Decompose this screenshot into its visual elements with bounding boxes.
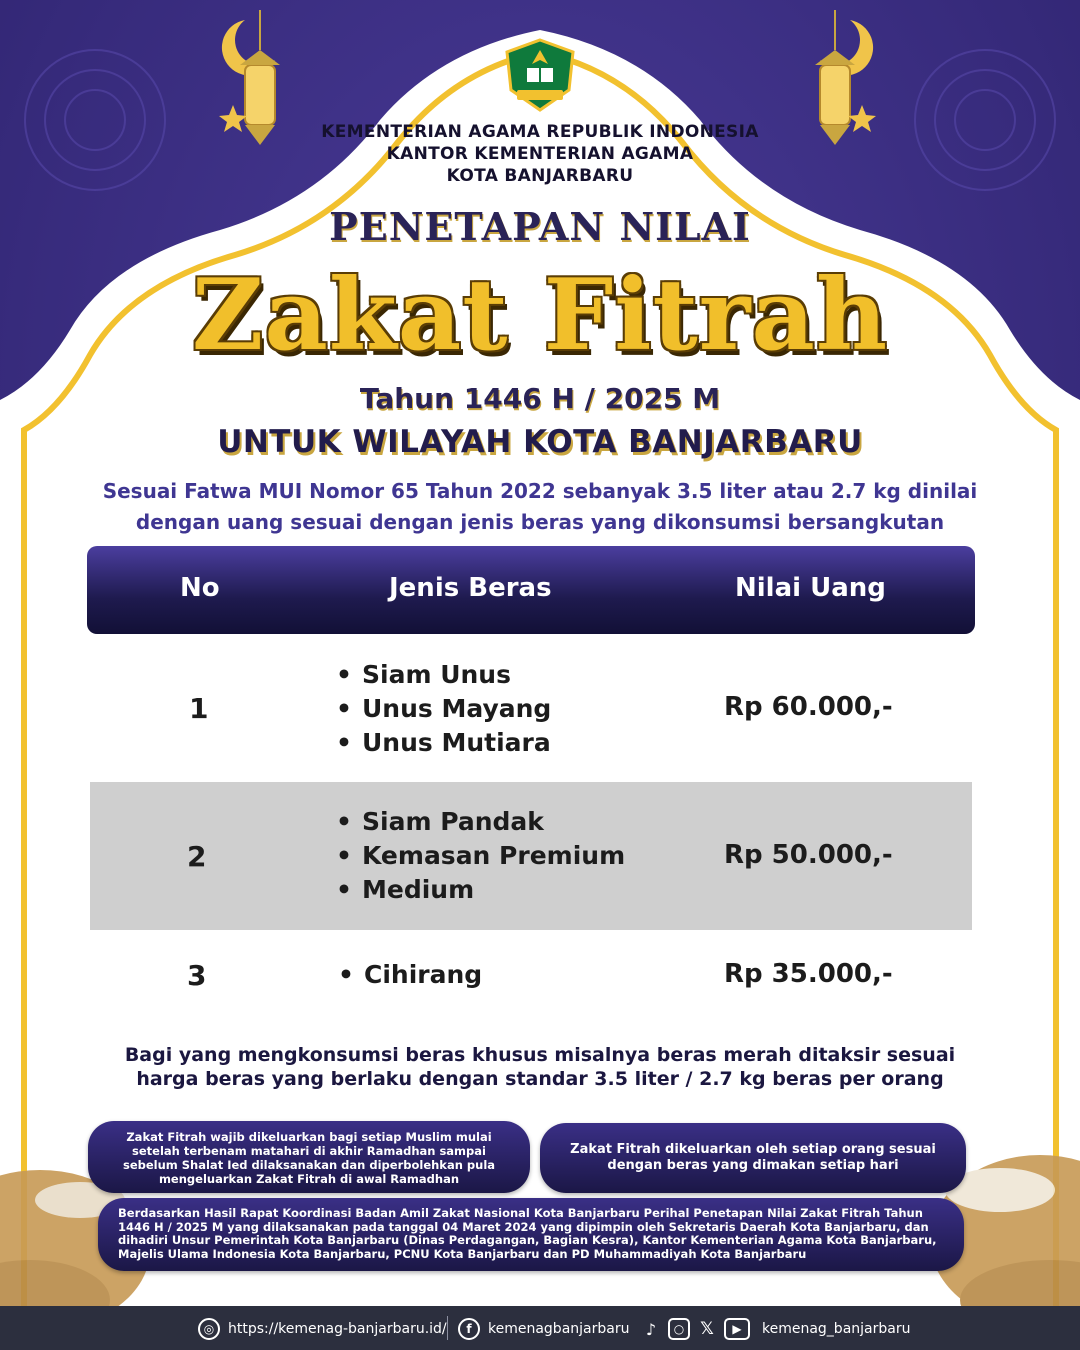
- subtitle-line-1: Sesuai Fatwa MUI Nomor 65 Tahun 2022 sebanyak 3.5 liter atau 2.7 kg dinilai: [102, 479, 978, 503]
- list-item: • Unus Mutiara: [336, 726, 551, 760]
- rice-list: [336, 658, 551, 760]
- info-timing: Zakat Fitrah wajib dikeluarkan bagi setiap Muslim mulai setelah terbenam matahari di akhir Ramadhan sampai sebelum Shalat Ied dilaksanakan dan diperbolehkan pula mengeluarkan Zakat Fitrah di awal Ramadhan: [88, 1121, 530, 1193]
- title-year: Tahun 1446 H / 2025 M: [359, 382, 721, 415]
- row-no: 2: [187, 840, 207, 873]
- footer-website[interactable]: [198, 1318, 447, 1340]
- subtitle-line-2: dengan uang sesuai dengan jenis beras yang dikonsumsi bersangkutan: [135, 510, 945, 534]
- footer-social[interactable]: [640, 1318, 910, 1340]
- social-handle[interactable]: kemenag_banjarbaru: [762, 1321, 911, 1337]
- list-item: • Unus Mayang: [336, 692, 551, 726]
- header-no: No: [180, 573, 220, 603]
- info-rice-basis: Zakat Fitrah dikeluarkan oleh setiap orang sesuai dengan beras yang dimakan setiap hari: [540, 1123, 966, 1193]
- table-row: [90, 634, 972, 782]
- row-price: Rp 60.000,-: [724, 692, 893, 722]
- note-line-2: harga beras yang berlaku dengan standar 3.5 liter / 2.7 kg beras per orang: [136, 1068, 944, 1090]
- header-nilai-uang: Nilai Uang: [735, 573, 886, 603]
- title-region: UNTUK WILAYAH KOTA BANJARBARU: [217, 424, 863, 460]
- row-no: 3: [187, 959, 207, 992]
- youtube-icon[interactable]: ▶: [724, 1318, 750, 1340]
- website-link[interactable]: https://kemenag-banjarbaru.id/: [228, 1321, 447, 1337]
- special-rice-note: [0, 1043, 1080, 1091]
- list-item: • Medium: [336, 873, 625, 907]
- row-no: 1: [189, 692, 209, 725]
- header-jenis-beras: Jenis Beras: [389, 573, 552, 603]
- kemenag-logo: [503, 38, 577, 114]
- facebook-icon: f: [458, 1318, 480, 1340]
- footer-bar: [0, 1306, 1080, 1350]
- footer-divider: [447, 1316, 448, 1340]
- org-header: [0, 121, 1080, 187]
- rice-list: [338, 958, 482, 992]
- tiktok-icon[interactable]: ♪: [645, 1319, 657, 1339]
- org-line-1: KEMENTERIAN AGAMA REPUBLIK INDONESIA: [321, 122, 759, 142]
- list-item: • Kemasan Premium: [336, 839, 625, 873]
- org-line-2: KANTOR KEMENTERIAN AGAMA: [386, 144, 694, 164]
- info-decision-basis: Berdasarkan Hasil Rapat Koordinasi Badan Amil Zakat Nasional Kota Banjarbaru Perihal Penetapan Nilai Zakat Fitrah Tahun 1446 H / 2025 M yang dilaksanakan pada tanggal 04 Maret 2024 yang dipimpin oleh Sekretaris Daerah Kota Banjarbaru, dan dihadiri Unsur Pemerintah Kota Banjarbaru (Dinas Perdagangan, Bagian Kesra), Kantor Kementerian Agama Kota Banjarbaru, Majelis Ulama Indonesia Kota Banjarbaru, PCNU Kota Banjarbaru dan PD Muhammadiyah Kota Banjarbaru: [98, 1198, 964, 1271]
- x-icon[interactable]: 𝕏: [700, 1319, 714, 1339]
- rice-list: [336, 805, 625, 907]
- instagram-icon[interactable]: ○: [668, 1318, 690, 1340]
- footer-facebook[interactable]: [458, 1318, 629, 1340]
- table-row: [90, 930, 972, 1024]
- list-item: • Siam Pandak: [336, 805, 625, 839]
- globe-icon: ◎: [198, 1318, 220, 1340]
- table-header: [87, 546, 975, 634]
- org-line-3: KOTA BANJARBARU: [446, 166, 634, 186]
- note-line-1: Bagi yang mengkonsumsi beras khusus misalnya beras merah ditaksir sesuai: [124, 1044, 956, 1066]
- title-main: Zakat Fitrah: [191, 258, 889, 373]
- list-item: • Cihirang: [338, 958, 482, 992]
- row-price: Rp 50.000,-: [724, 840, 893, 870]
- table-row: [90, 782, 972, 930]
- subtitle: [0, 476, 1080, 538]
- row-price: Rp 35.000,-: [724, 959, 893, 989]
- facebook-handle[interactable]: kemenagbanjarbaru: [488, 1321, 630, 1337]
- list-item: • Siam Unus: [336, 658, 551, 692]
- title-pre: PENETAPAN NILAI: [329, 204, 751, 249]
